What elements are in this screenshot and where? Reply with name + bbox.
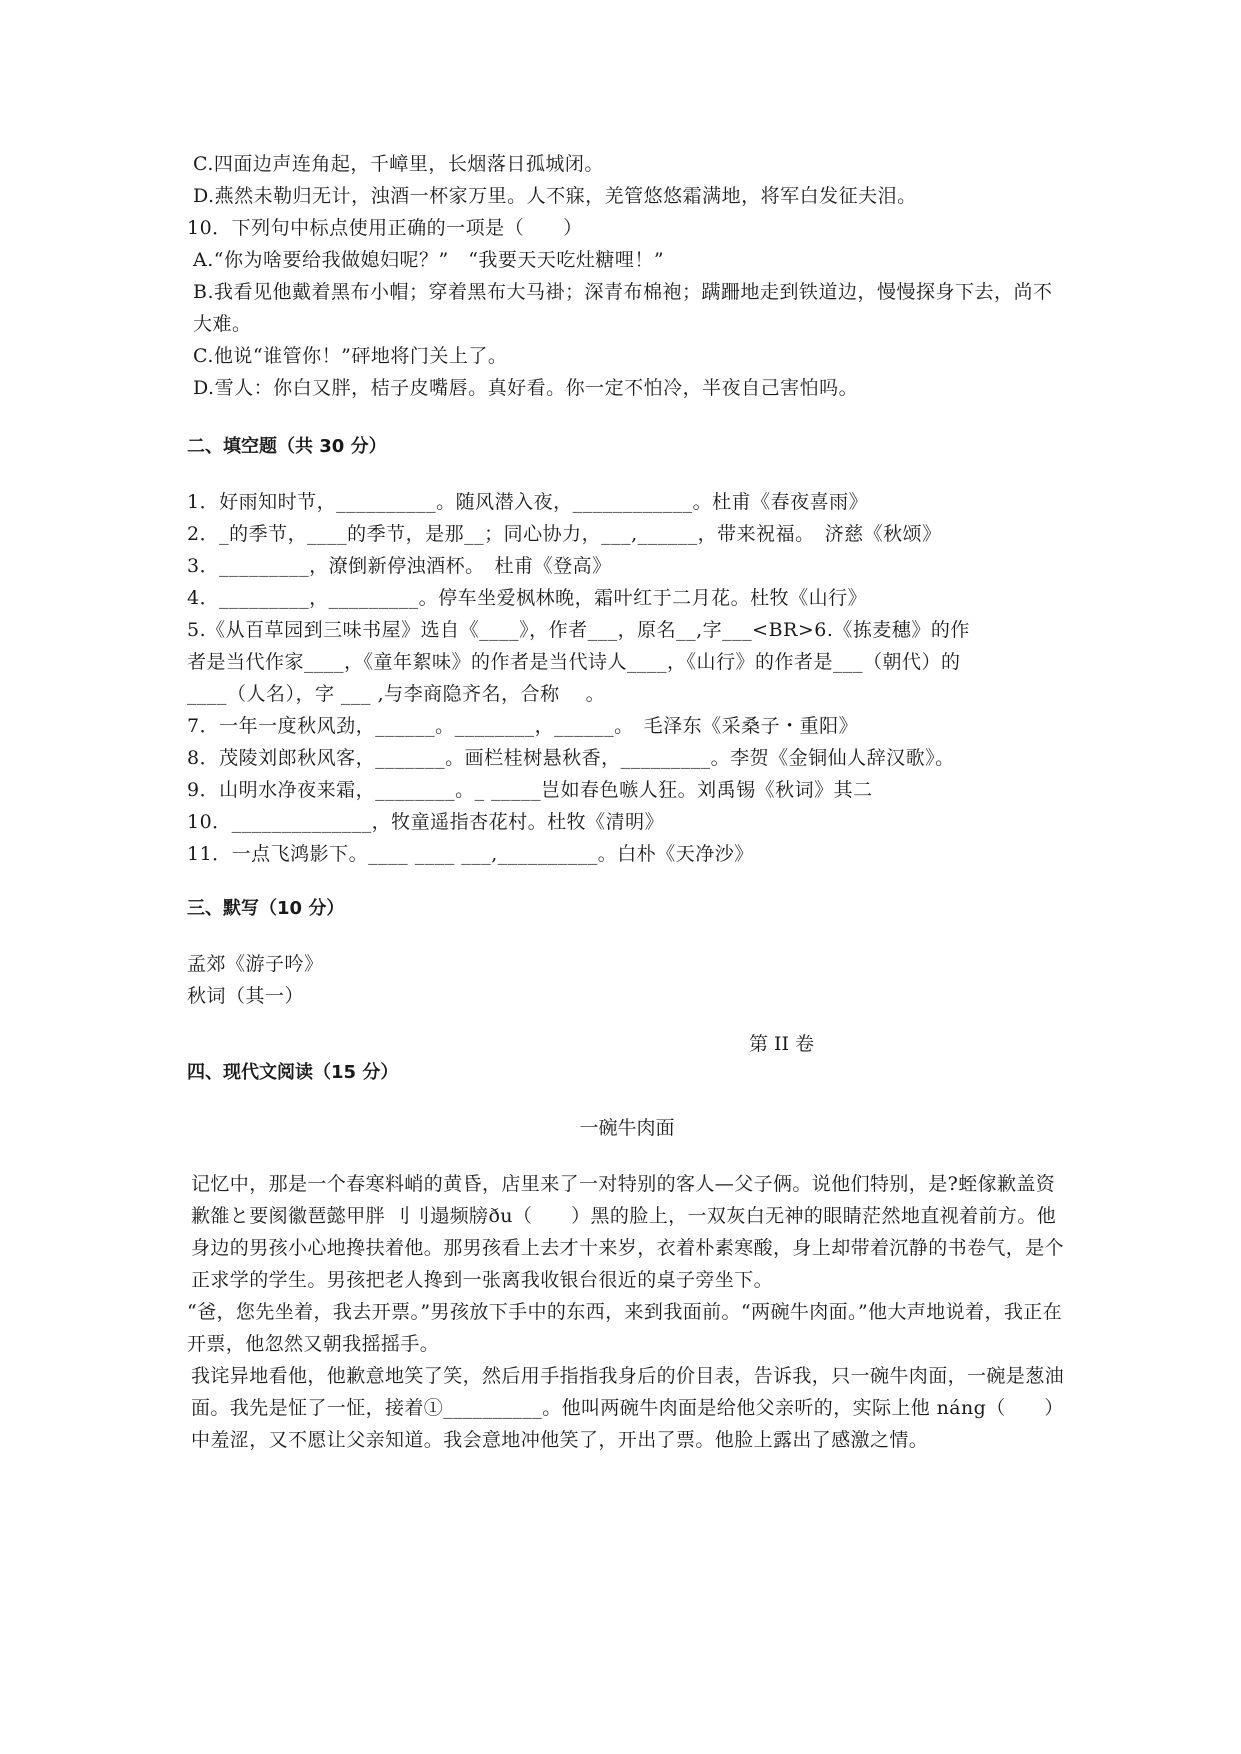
dictation-item-1: 孟郊《游子吟》 [187, 953, 324, 975]
fill-item-2: 2．_的季节，____的季节，是那__；同心协力，___,______，带来祝福。 济慈《秋颂》 [187, 523, 942, 545]
fill-item-10: 10．______________，牧童遥指杏花村。杜牧《清明》 [187, 811, 665, 833]
option-d-line: D.燕然未勒归无计，浊酒一杯家万里。人不寐，羌管悠悠霜满地，将军白发征夫泪。 [193, 185, 917, 207]
fill-blank-list [187, 486, 1067, 870]
option-c2-line: C.他说“谁管你！”砰地将门关上了。 [193, 345, 508, 367]
option-a-line: A.“你为啥要给我做媳妇呢？” “我要天天吃灶糖哩！” [193, 249, 665, 271]
section-4-heading: 四、现代文阅读（15 分） [187, 1062, 399, 1083]
fill-item-4: 4．_________，_________。停车坐爱枫林晚，霜叶红于二月花。杜牧《山行》 [187, 587, 868, 609]
volume-label: 第 II 卷 [749, 1033, 815, 1055]
fill-item-6b: ____（人名），字 ___ ,与李商隐齐名，合称 。 [187, 683, 606, 705]
fill-item-8: 8．茂陵刘郎秋风客，_______。画栏桂树悬秋香，_________。李贺《金铜仙人辞汉歌》。 [187, 747, 955, 769]
question-10: 10．下列句中标点使用正确的一项是（ ） [187, 217, 583, 239]
reading-paragraph-3: 我诧异地看他，他歉意地笑了笑，然后用手指指我身后的价目表，告诉我，只一碗牛肉面，一碗是葱油面。我先是怔了一怔，接着①__________。他叫两碗牛肉面是给他父亲听的，实际上他 náng（ ）中羞涩，又不愿让父亲知道。我会意地冲他笑了，开出了票。他脸上露出了感激之情。 [191, 1365, 1065, 1451]
section-2-heading: 二、填空题（共 30 分） [187, 436, 387, 457]
fill-item-6a: 者是当代作家____，《童年絮味》的作者是当代诗人____，《山行》的作者是___（朝代）的 [187, 651, 961, 673]
reading-paragraph-2: “爸，您先坐着，我去开票。”男孩放下手中的东西，来到我面前。“两碗牛肉面。”他大声地说着，我正在开票，他忽然又朝我摇摇手。 [187, 1301, 1063, 1355]
reading-paragraph-1: 记忆中，那是一个春寒料峭的黄昏，店里来了一对特别的客人—父子俩。说他们特别，是?蛭傢歉盖资歉雒と要阂徽琶懿甲胖 刂刂遢频牓ðu（ ）黑的脸上，一双灰白无神的眼睛茫然地直视着前方。他身边的男孩小心地搀扶着他。那男孩看上去才十来岁，衣着朴素寒酸，身上却带着沉静的书卷气，是个正求学的学生。男孩把老人搀到一张离我收银台很近的桌子旁坐下。 [191, 1173, 1065, 1291]
option-b-line: B.我看见他戴着黑布小帽；穿着黑布大马褂；深青布棉袍；蹒跚地走到铁道边，慢慢探身下去，尚不大难。 [193, 281, 1053, 335]
option-d2-line: D.雪人：你白又胖，桔子皮嘴唇。真好看。你一定不怕冷，半夜自己害怕吗。 [193, 377, 859, 399]
option-c-line: C.四面边声连角起，千嶂里，长烟落日孤城闭。 [193, 153, 604, 175]
fill-item-11: 11．一点飞鸿影下。____ ____ ___,__________。白朴《天净沙》 [187, 843, 754, 865]
fill-item-5: 5.《从百草园到三味书屋》选自《____》，作者___，原名__,字___<BR>6.《拣麦穗》的作 [187, 619, 970, 641]
exam-page [187, 148, 1067, 1456]
fill-item-1: 1．好雨知时节，__________。随风潜入夜，____________。杜甫《春夜喜雨》 [187, 491, 869, 513]
fill-item-9: 9．山明水净夜来霜，________。_ _____岂如春色嗾人狂。刘禹锡《秋词》其二 [187, 779, 873, 801]
fill-item-7: 7．一年一度秋风劲，______。________，______。 毛泽东《采桑子・重阳》 [187, 715, 859, 737]
fill-item-3: 3．_________，潦倒新停浊酒杯。 杜甫《登高》 [187, 555, 612, 577]
dictation-item-2: 秋词（其一） [187, 985, 305, 1007]
section-3-heading: 三、默写（10 分） [187, 898, 345, 919]
reading-title: 一碗牛肉面 [579, 1117, 675, 1139]
